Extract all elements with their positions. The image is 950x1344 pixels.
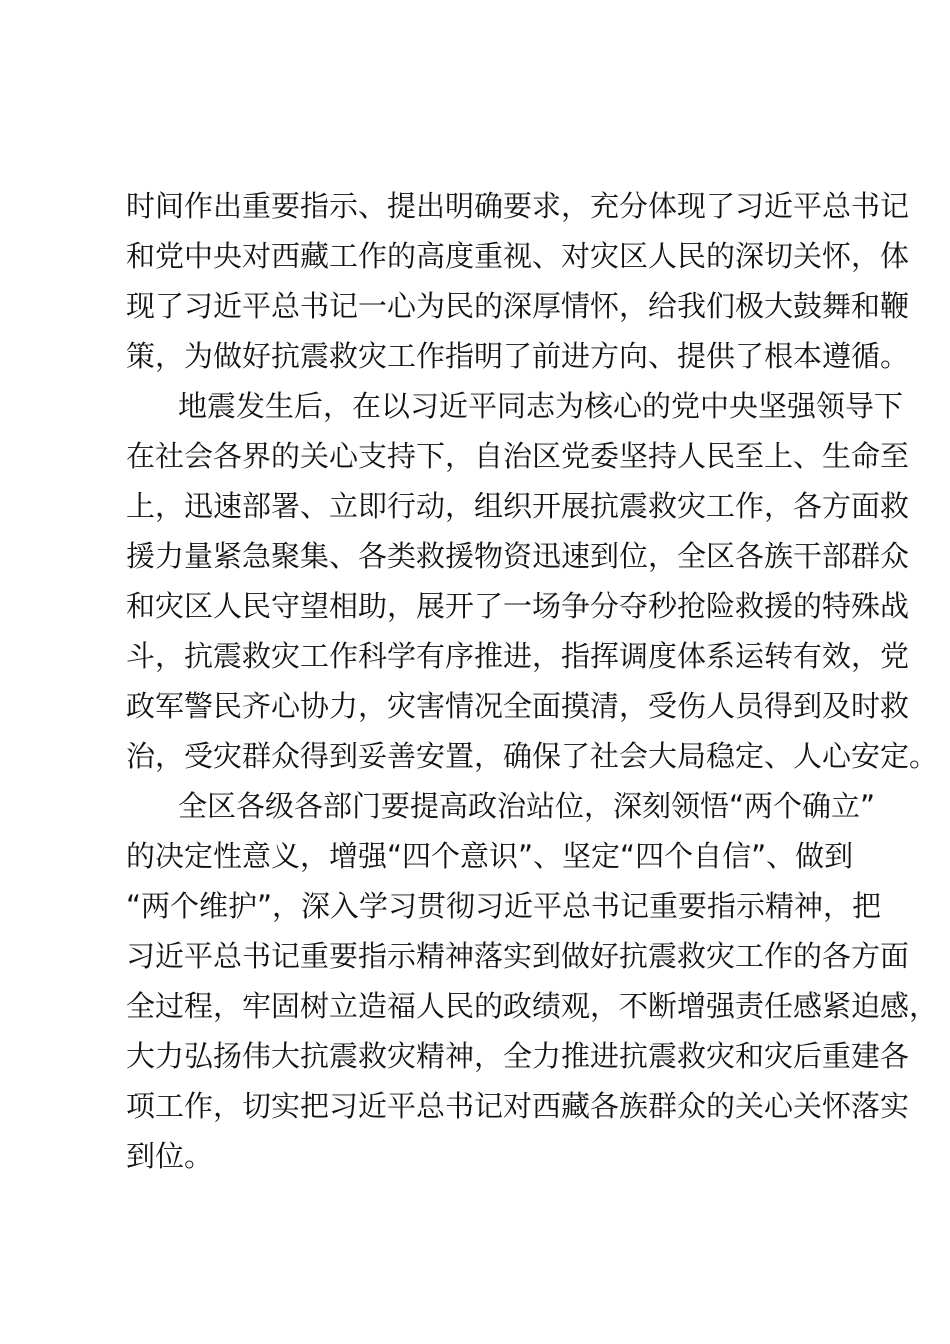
text-line: 习近平总书记重要指示精神落实到做好抗震救灾工作的各方面 — [126, 939, 910, 973]
text-line: 大力弘扬伟大抗震救灾精神，全力推进抗震救灾和灾后重建各 — [126, 1039, 910, 1073]
text-line: 上，迅速部署、立即行动，组织开展抗震救灾工作，各方面救 — [126, 489, 910, 523]
text-line: 政军警民齐心协力，灾害情况全面摸清，受伤人员得到及时救 — [126, 689, 910, 723]
text-line: 和灾区人民守望相助，展开了一场争分夺秒抢险救援的特殊战 — [126, 589, 910, 623]
text-line: 在社会各界的关心支持下，自治区党委坚持人民至上、生命至 — [126, 439, 910, 473]
text-line: 的决定性意义，增强“四个意识”、坚定“四个自信”、做到 — [126, 839, 854, 873]
text-line: 治，受灾群众得到妥善安置，确保了社会大局稳定、人心安定。 — [126, 739, 939, 773]
text-line: 援力量紧急聚集、各类救援物资迅速到位，全区各族干部群众 — [126, 539, 910, 573]
text-line: 和党中央对西藏工作的高度重视、对灾区人民的深切关怀，体 — [126, 239, 910, 273]
text-line: 全过程，牢固树立造福人民的政绩观，不断增强责任感紧迫感， — [126, 989, 939, 1023]
text-line: 斗，抗震救灾工作科学有序推进，指挥调度体系运转有效，党 — [126, 639, 910, 673]
text-line: 项工作，切实把习近平总书记对西藏各族群众的关心关怀落实 — [126, 1089, 910, 1123]
body-text — [126, 181, 939, 1181]
text-line: 现了习近平总书记一心为民的深厚情怀，给我们极大鼓舞和鞭 — [126, 289, 910, 323]
text-line: 时间作出重要指示、提出明确要求，充分体现了习近平总书记 — [126, 189, 910, 223]
text-line: 到位。 — [126, 1139, 214, 1173]
paragraph-start-line: 全区各级各部门要提高政治站位，深刻领悟“两个确立” — [178, 789, 876, 823]
paragraph-start-line: 地震发生后，在以习近平同志为核心的党中央坚强领导下 — [178, 389, 904, 423]
text-line: “两个维护”，深入学习贯彻习近平总书记重要指示精神，把 — [126, 889, 882, 923]
text-line: 策，为做好抗震救灾工作指明了前进方向、提供了根本遵循。 — [126, 339, 910, 373]
